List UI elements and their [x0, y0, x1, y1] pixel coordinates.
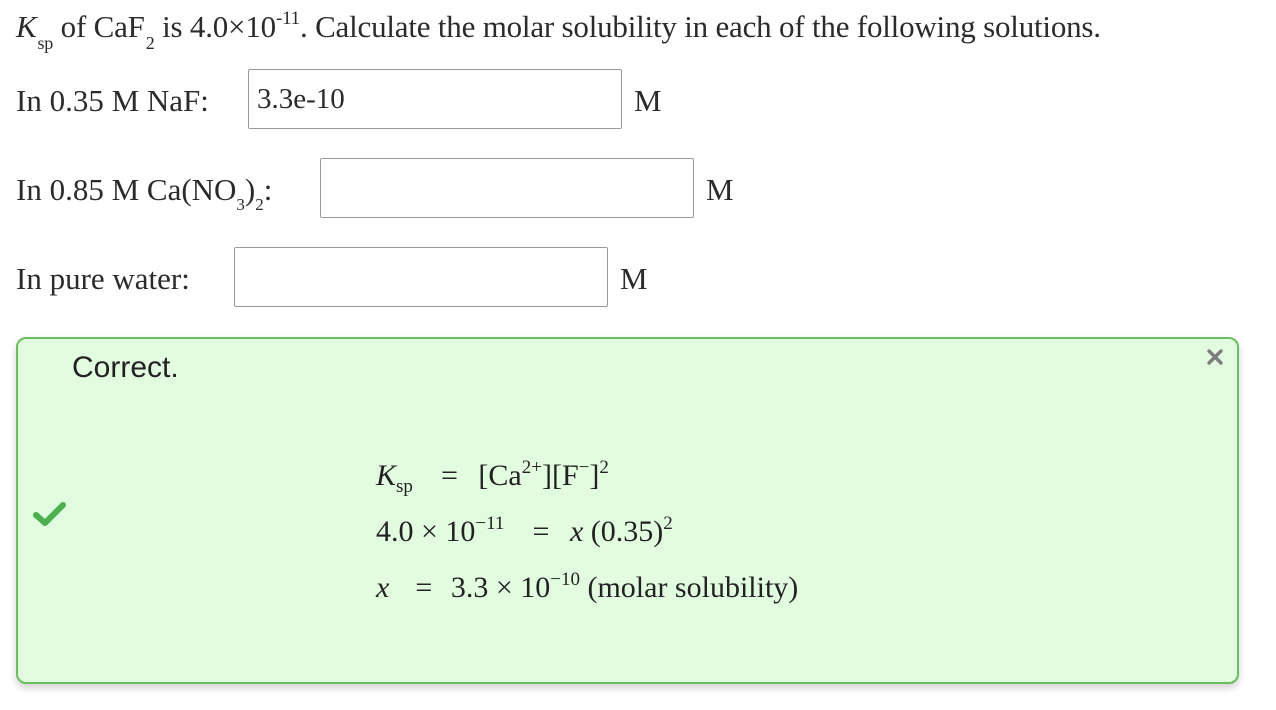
answer-label-cano3-suffix: : [263, 172, 273, 207]
checkmark-icon [32, 499, 68, 529]
feedback-title: Correct. [72, 351, 179, 384]
eq2-rhs: (0.35) [583, 515, 664, 548]
answer-label-cano3-sub1: 3 [236, 195, 245, 214]
eq1-rhs-c-sup: 2 [599, 457, 609, 478]
unit-label-cano3: M [706, 172, 734, 207]
unit-label-water: M [620, 261, 648, 296]
answer-input-water[interactable] [234, 247, 608, 307]
question-rest: . Calculate the molar solubility in each of the following solutions. [299, 9, 1101, 44]
equation-line-3 [376, 571, 798, 605]
answer-label-cano3 [16, 158, 272, 222]
eq2-rhs-var: x [569, 515, 584, 548]
answer-label-water: In pure water: [16, 261, 190, 296]
eq1-rhs-a-sup: 2+ [521, 457, 542, 478]
eq2-rhs-sup: 2 [663, 513, 673, 534]
ksp-exponent: -11 [275, 8, 300, 29]
eq1-rhs-c: ] [589, 459, 600, 492]
eq1-ksp-k: K [376, 459, 397, 492]
eq1-ksp-sub: sp [396, 476, 413, 497]
eq3-note: (molar solubility) [579, 571, 799, 604]
eq3-rhs-sup: −10 [550, 569, 580, 590]
eq3-lhs-var: x [376, 571, 390, 604]
caf2-subscript: 2 [145, 33, 155, 53]
answer-row-water [16, 247, 716, 311]
eq3-equals: = [415, 571, 433, 604]
answer-label-cano3-mid: ) [244, 172, 256, 207]
answer-label-cano3-prefix: In 0.85 M Ca(NO [16, 172, 237, 207]
question-is: is 4.0×10 [154, 9, 276, 44]
answer-row-naf [16, 69, 716, 133]
answer-input-cano3[interactable] [320, 158, 694, 218]
answer-label-naf: In 0.35 M NaF: [16, 83, 209, 118]
equation-line-1 [376, 457, 609, 497]
answer-row-cano3 [16, 158, 776, 222]
eq1-rhs-a: [Ca [478, 459, 522, 492]
eq1-rhs-b: ][F [541, 459, 579, 492]
answer-input-naf[interactable] [248, 69, 622, 129]
eq1-rhs-b-sup: − [578, 457, 590, 478]
answer-label-cano3-sub2: 2 [255, 195, 264, 214]
unit-label-naf: M [634, 83, 662, 118]
ksp-subscript: sp [37, 33, 54, 53]
question-of: of CaF [53, 9, 145, 44]
feedback-panel [16, 337, 1239, 684]
eq2-lhs: 4.0 × 10 [376, 515, 476, 548]
eq2-equals: = [532, 515, 550, 548]
ksp-symbol: K [16, 9, 37, 44]
eq2-lhs-sup: −11 [475, 513, 505, 534]
question-text [16, 6, 1266, 53]
eq3-rhs: 3.3 × 10 [450, 571, 551, 604]
eq1-equals: = [440, 459, 458, 492]
close-icon[interactable] [1203, 345, 1227, 369]
equation-line-2 [376, 515, 673, 549]
